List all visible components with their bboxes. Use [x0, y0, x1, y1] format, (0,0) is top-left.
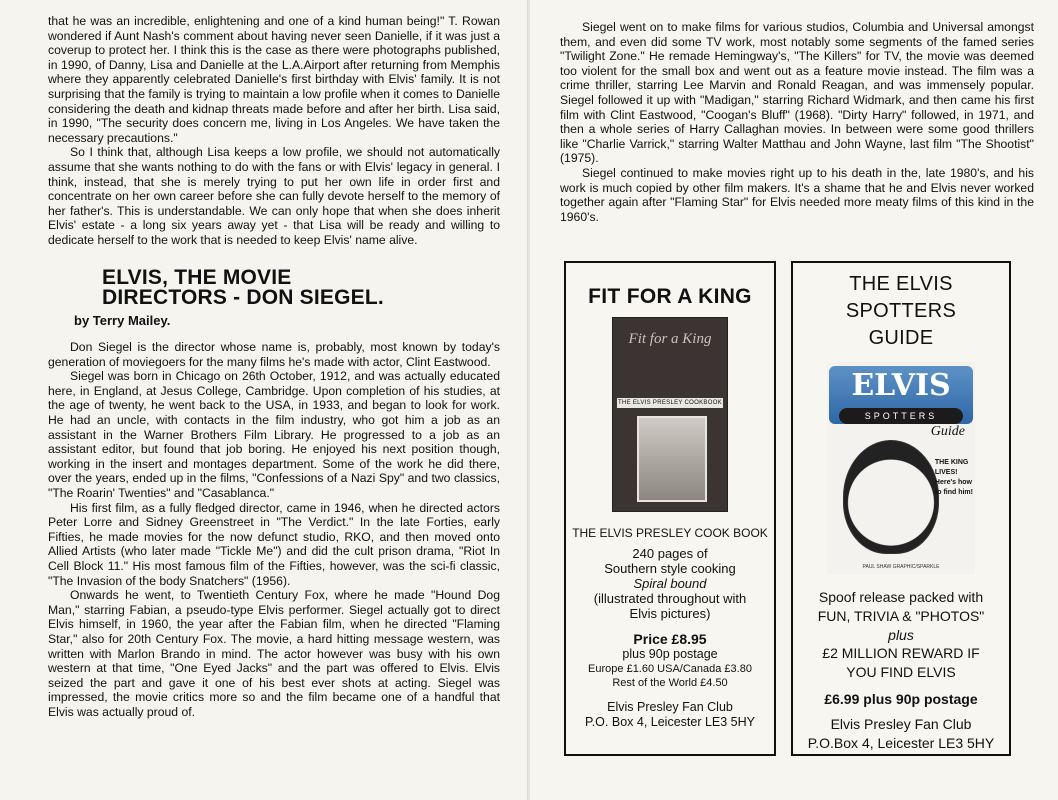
spotters-description: Spoof release packed with [818, 589, 984, 605]
headline-line-1: ELVIS, THE MOVIE [102, 265, 292, 289]
article-paragraph: Siegel continued to make movies right up to his death in the, late 1980's, and his work is much copied by other film makers. It's a shame that he and Elvis never worked together again after "Flaming Star" for Elvis needed more meaty films of this kind in the 1960's. [560, 165, 1034, 224]
right-column [560, 20, 1034, 224]
note-line: THE KING [934, 459, 969, 466]
cookbook-price: Price £8.95 [633, 631, 707, 647]
fan-club-name: Elvis Presley Fan Club [830, 716, 972, 732]
cookbook-rest-of-world: Rest of the World £4.50 [612, 677, 728, 689]
spotters-guide-advert [791, 261, 1011, 756]
cover-subtitle: THE ELVIS PRESLEY COOKBOOK [618, 400, 722, 406]
article-headline [102, 265, 500, 309]
fan-club-address: P.O. Box 4, Leicester LE3 5HY [584, 715, 755, 729]
cookbook-advert-title: FIT FOR A KING [588, 285, 752, 308]
spotters-reward-2: YOU FIND ELVIS [846, 664, 956, 680]
right-page [530, 0, 1058, 800]
cover-credit: PAUL SHAW GRAPHIC/SPARKLE [862, 564, 940, 570]
article-paragraph: Siegel went on to make films for various studios, Columbia and Universal amongst them, and even did some TV work, most notably some segments of the famed series "Twilight Zone." He remade Hemingway's, "The Killers" for TV, the movie was deemed too violent for the small box and went out as a feature movie instead. The film was a crime thriller, starring Lee Marvin and Ronald Reagan, and was immensely popular. Siegel followed it up with "Madigan," starring Richard Widmark, and then came his first film with Clint Eastwood, "Coogan's Bluff" (1968). "Dirty Harry" followed, in 1971, and then a whole series of Harry Callaghan movies. In between were some good thrillers like "Charlie Varrick," starring Walter Matthau and John Wayne, last film "The Shootist" (1975). [560, 20, 1034, 166]
spotters-ribbon: SPOTTERS [839, 408, 963, 424]
note-line: LIVES! [934, 469, 958, 476]
article-paragraph: So I think that, although Lisa keeps a low profile, we should not automatically assume that she wants nothing to do with the fans or with Elvis' legacy in general. I think, instead, that she is merely trying to put her own life in order first and concentrate on her own career before she can fully devote herself to the memory of her father's. This is understandable. We can only hope that when she does inherit Elvis' estate - a long six years away yet - that Lisa will be ready and willing to dedicate herself to the work that is needed to keep Elvis' name alive. [48, 145, 500, 247]
cover-title: Fit for a King [628, 331, 712, 347]
article-paragraph: Onwards he went, to Twentieth Century Fox, where he made "Hound Dog Man," starring Fabian, a pseudo-type Elvis performer. Siegel actually got to direct Elvis himself, in 1960, the year after the Fabian film, when he directed "Flaming Star," also for 20th Century Fox. The movie, a hard hitting message western, was written with Marlon Brando in mind. The actor however was busy with his own western at that time, "One Eyed Jacks" and the part was offered to Elvis. Elvis seized the part and gave it one of his best ever shots at acting. Siegel was impressed, the movie critics more so and the film became one of a handful that Elvis was actually proud of. [48, 588, 500, 719]
left-page [0, 0, 528, 800]
cookbook-cover-image [612, 317, 728, 512]
spotters-price: £6.99 plus 90p postage [824, 691, 978, 707]
article-paragraph: that he was an incredible, enlightening and one of a kind human being!" T. Rowan wondered if Aunt Nash's comment about having never seen Danielle, if it was just a coverup to protect her. I think this is the case as there were photographs published, in 1990, of Danny, Lisa and Danielle at the L.A.Airport after returning from Memphis where they apparently celebrated Danielle's first birthday with Elvis' family. It is not surprising that the family is trying to maintain a low profile when it comes to Danielle considering the death and kidnap threats made before and after her birth. Lisa said, in 1990, "The security does concern me, living in Los Angeles. We have taken the necessary precautions." [48, 14, 500, 145]
elvis-photo [637, 416, 707, 502]
guide-script: Guide [930, 424, 965, 439]
cookbook-overseas-postage: Europe £1.60 USA/Canada £3.80 [588, 663, 752, 675]
article-byline: by Terry Mailey. [74, 312, 171, 328]
spotters-guide-cover-image [827, 362, 975, 574]
spotters-title-line-1: THE ELVIS SPOTTERS [845, 273, 957, 322]
cookbook-binding: Spiral bound [633, 576, 707, 591]
spotters-reward: £2 MILLION REWARD IF [822, 645, 980, 661]
fan-club-address: P.O.Box 4, Leicester LE3 5HY [807, 735, 995, 751]
spotters-advert-title [793, 271, 1009, 352]
cookbook-illustrated-2: Elvis pictures) [629, 606, 711, 621]
cookbook-style: Southern style cooking [604, 561, 736, 576]
headline-line-2: DIRECTORS - DON SIEGEL. [102, 285, 384, 309]
cookbook-illustrated: (illustrated throughout with [593, 591, 747, 606]
elvis-face-illustration [843, 440, 939, 554]
cookbook-name: THE ELVIS PRESLEY COOK BOOK [572, 526, 768, 540]
king-lives-note [935, 458, 973, 498]
fan-club-name: Elvis Presley Fan Club [607, 700, 733, 714]
note-line: to find him! [934, 489, 973, 496]
elvis-logo-banner: ELVIS [829, 366, 973, 424]
article-paragraph: Don Siegel is the director whose name is, probably, most known by today's generation of moviegoers for the many films he's made with actor, Clint Eastwood. [48, 340, 500, 369]
article-paragraph: His first film, as a fully fledged director, came in 1946, when he directed actors Peter Lorre and Sidney Greenstreet in "The Verdict." In the late Forties, early Fifties, he made movies for the now defunct studio, RKO, and then moved onto Allied Artists (who later made "Tickle Me") and did the cult prison drama, "Riot In Cell Block 11." His most famous film of the Fifties, however, was the sci-fi classic, "The Invasion of the body Snatchers" (1956). [48, 500, 500, 588]
cookbook-pages: 240 pages of [632, 546, 708, 561]
cookbook-advert [564, 261, 776, 756]
spotters-contents: FUN, TRIVIA & "PHOTOS" [817, 608, 985, 624]
note-line: Here's how [934, 479, 972, 486]
left-column [48, 14, 500, 720]
cookbook-postage: plus 90p postage [622, 647, 718, 661]
spotters-title-line-2: GUIDE [868, 327, 934, 349]
article-paragraph: Siegel was born in Chicago on 26th October, 1912, and was actually educated here, in England, at Jesus College, Cambridge. Upon completion of his studies, at the age of twenty, he went back to the USA, in 1933, and began to look for work. He had an uncle, with contacts in the film industry, who got him a job as an assistant in the Warner Brothers Film Library. He progressed to a job as an assistant editor, but found that job boring. He enjoyed his next position though, working in the insert and montages department. Some of the work he did there, over the years, ended up in the films, "Confessions of a Nazi Spy" and two classics, "The Roarin' Twenties" and "Casablanca." [48, 369, 500, 501]
spotters-plus: plus [888, 627, 914, 643]
